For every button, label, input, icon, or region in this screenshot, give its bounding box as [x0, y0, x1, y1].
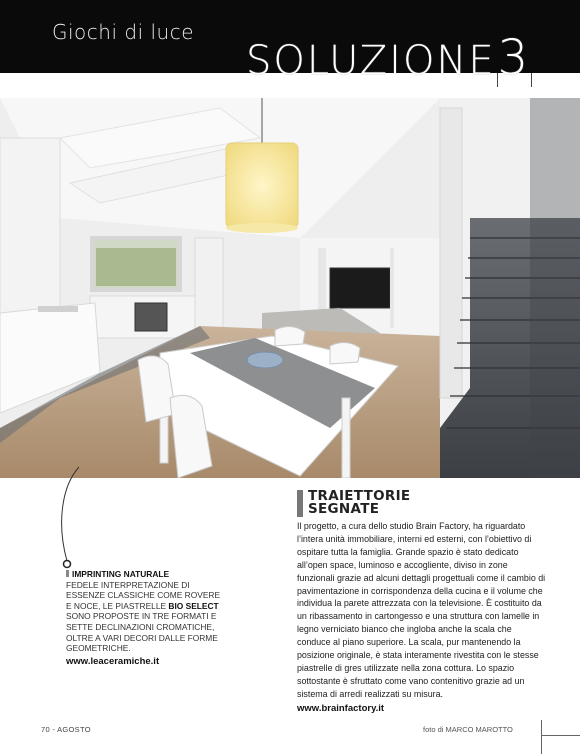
article-heading — [297, 490, 547, 516]
page-folio: 70 - AGOSTO — [41, 725, 91, 734]
section-title: Giochi di luce — [52, 20, 195, 44]
article-heading-line2: SEGNATE — [308, 501, 380, 517]
corner-mark — [541, 735, 580, 736]
article — [297, 490, 547, 714]
article-heading-line1: TRAIETTORIE — [308, 488, 411, 504]
caption-heading: IMPRINTING NATURALE — [66, 569, 226, 580]
caption-text-2: SONO PROPOSTE IN TRE FORMATI E SETTE DECLINAZIONI CROMATICHE, OLTRE A VARI DECORI DALLE FORME GEOMETRICHE. — [66, 611, 218, 654]
solution-word: SOLUZIONE — [246, 38, 496, 84]
article-body: Il progetto, a cura dello studio Brain Factory, ha riguardato l’intera unità immobiliare, interni ed esterni, con l’obiettivo di ospitare tutta la famiglia. Grande spazio è stato dedicato all’open space, luminoso e accogliente, diviso in zone funzionali grazie ad alcuni dettagli progettuali come il cambio di pavimentazione in corrispondenza della cucina e il volume che individua la parete attrezzata con la televisione. È costituito da un ribassamento in cartongesso e una struttura con lamelle in legno verniciato bianco che ingloba anche la scala che conduce al piano superiore. La scala, pur mantenendo la posizione originale, è stata interamente rivestita con le stesse piastrelle di gres utilizzate nella zona cottura. Lo spazio sottostante è sfruttato come vano contenitivo grazie ad un sistema di arredi realizzati su misura. — [297, 521, 546, 699]
header-tick — [497, 73, 498, 87]
product-caption — [66, 569, 226, 667]
article-url[interactable]: www.brainfactory.it — [297, 702, 385, 714]
interior-photo — [0, 98, 580, 478]
credit-label: foto di — [423, 725, 444, 734]
caption-url[interactable]: www.leaceramiche.it — [66, 655, 160, 667]
interior-photo-illustration — [0, 98, 580, 478]
decorative-curve — [55, 465, 85, 570]
caption-brand: BIO SELECT — [168, 600, 219, 611]
caption-text-1: FEDELE INTERPRETAZIONE DI ESSENZE CLASSICHE COME ROVERE E NOCE, LE PIASTRELLE — [66, 579, 221, 611]
header-tick — [531, 73, 532, 87]
photo-credit — [423, 725, 513, 734]
caption-text — [66, 580, 226, 654]
solution-number: 3 — [497, 30, 531, 86]
corner-mark — [541, 720, 542, 754]
credit-name: MARCO MAROTTO — [445, 725, 513, 734]
solution-title — [246, 30, 531, 86]
